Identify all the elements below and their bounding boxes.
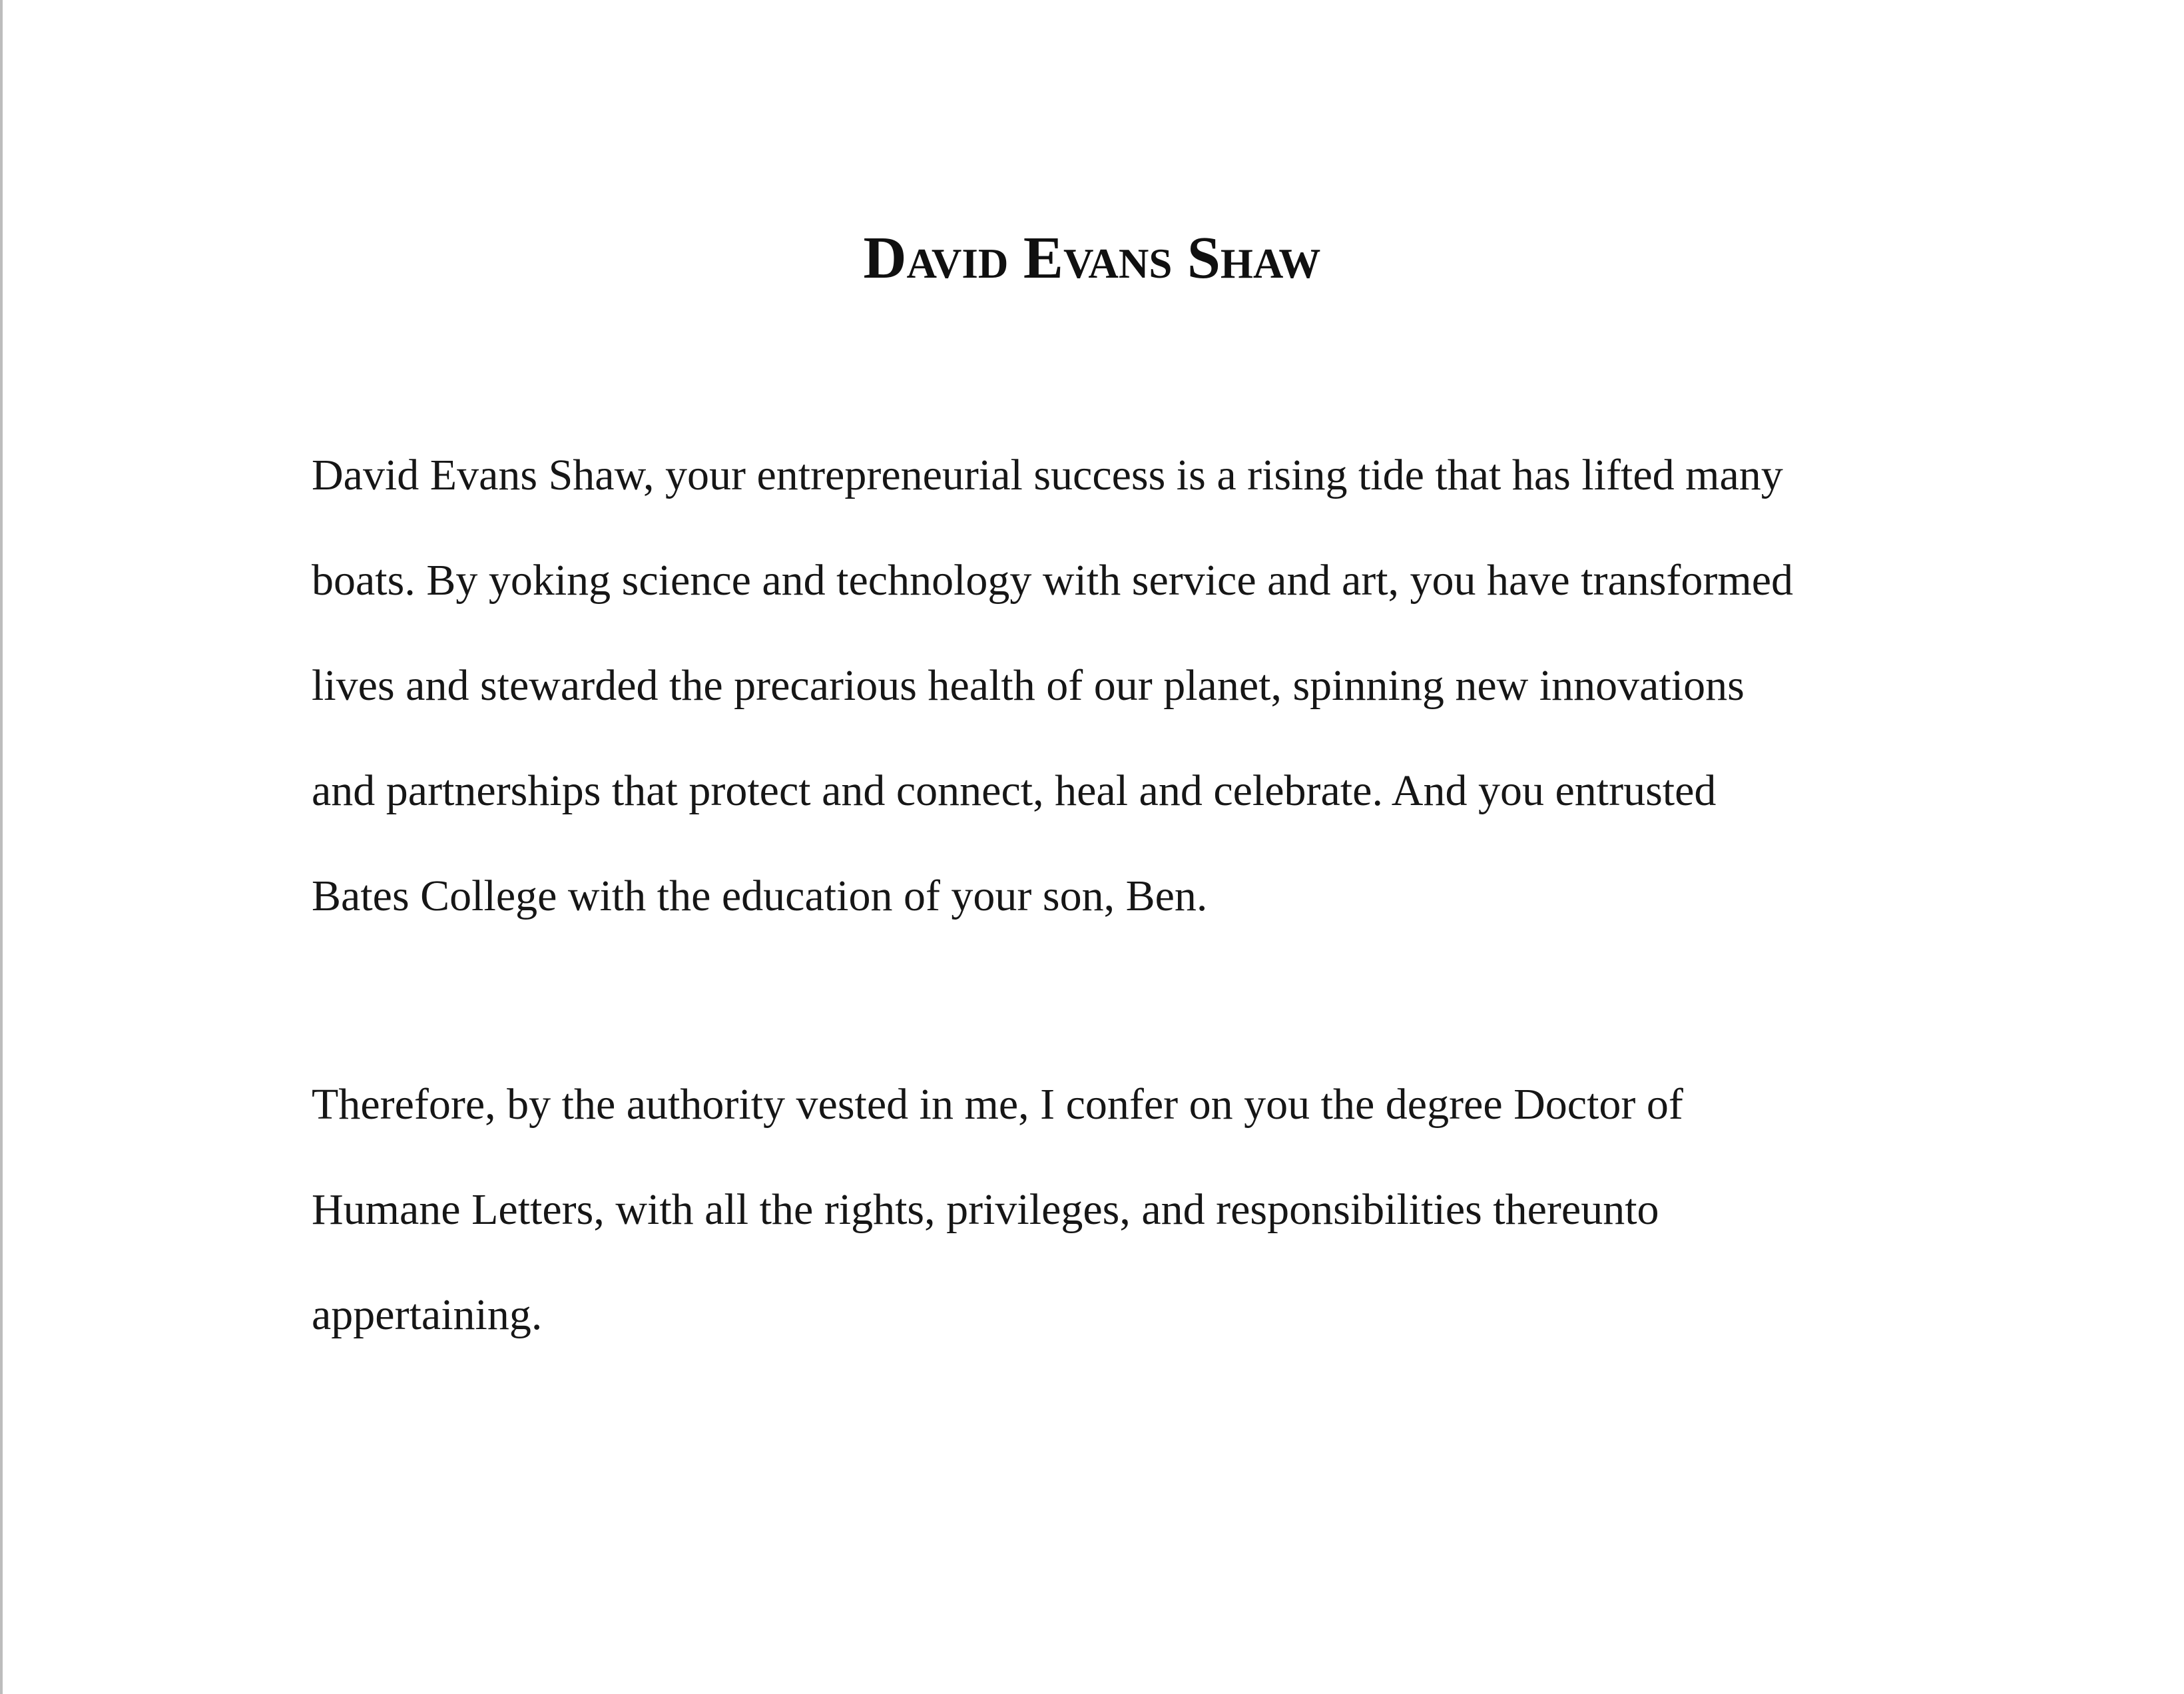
text-line: lives and stewarded the precarious health of our planet, spinning new innovations (312, 661, 1745, 710)
document-title: David Evans Shaw (863, 225, 1321, 291)
text-line: and partnerships that protect and connect, heal and celebrate. And you entrusted (312, 766, 1717, 815)
text-line: Humane Letters, with all the rights, privileges, and responsibilities thereunto (312, 1185, 1659, 1234)
text-line: David Evans Shaw, your entrepreneurial success is a rising tide that has lifted many (312, 451, 1783, 499)
conferral-paragraph (312, 1052, 1976, 1368)
text-line: Bates College with the education of your son, Ben. (312, 872, 1208, 920)
text-line: appertaining. (312, 1290, 543, 1339)
citation-paragraph (312, 423, 1976, 949)
text-line: boats. By yoking science and technology with service and art, you have transformed (312, 556, 1794, 605)
text-line: Therefore, by the authority vested in me, I confer on you the degree Doctor of (312, 1080, 1683, 1129)
